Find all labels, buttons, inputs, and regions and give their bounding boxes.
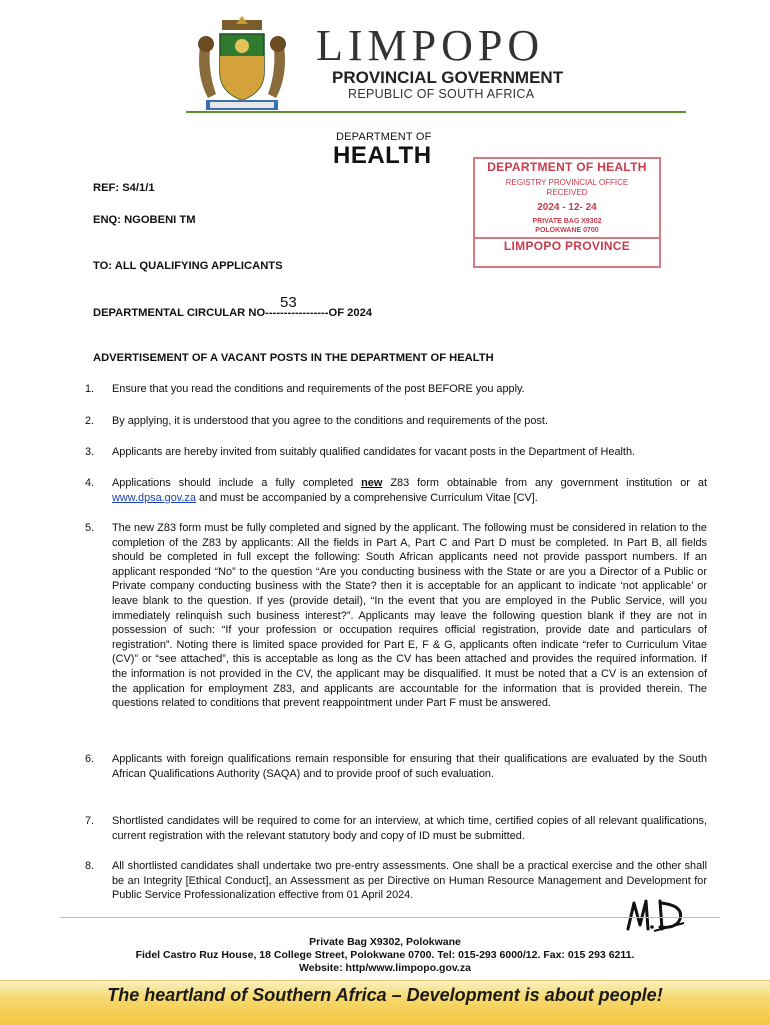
footer-contact: Fidel Castro Ruz House, 18 College Street, Polokwane 0700. Tel: 015-293 6000/12. Fax: 015 293 6211. [135,949,635,961]
coat-of-arms-logo [186,16,298,116]
item-text: Ensure that you read the conditions and requirements of the post BEFORE you apply. [112,383,525,395]
item-number: 2. [85,415,95,427]
circular-number: 53 [280,294,297,311]
enq-line: ENQ: NGOBENI TM [93,214,196,226]
stamp-line1: REGISTRY PROVINCIAL OFFICE [505,178,629,187]
list-item [85,752,707,781]
emphasis-new: new [361,477,383,489]
footer-address: Private Bag X9302, Polokwane [309,936,461,948]
advert-title: ADVERTISEMENT OF A VACANT POSTS IN THE DEPARTMENT OF HEALTH [93,352,494,364]
footer-divider [60,917,720,918]
item-text: Shortlisted candidates will be required to come for an interview, at which time, certified copies of all relevant qualifications, current registration with the relevant statutory body and copy of ID must be submitted. [112,815,707,842]
item-text: By applying, it is understood that you agree to the conditions and requirements of the post. [112,415,548,427]
stamp-addr2: POLOKWANE 0700 [535,227,599,234]
letterhead-divider [186,111,686,113]
item-number: 8. [85,860,95,872]
received-stamp [473,157,661,268]
stamp-addr1: PRIVATE BAG X9302 [532,218,602,225]
stamp-header: DEPARTMENT OF HEALTH [487,160,647,174]
department-name: HEALTH [333,142,432,169]
signature [624,895,688,935]
item-number: 3. [85,446,95,458]
stamp-date: 2024 - 12- 24 [537,202,597,213]
list-item [85,521,707,711]
letterhead-country: REPUBLIC OF SOUTH AFRICA [348,87,535,101]
letterhead-subtitle: PROVINCIAL GOVERNMENT [332,68,564,87]
item-number: 1. [85,383,95,395]
stamp-footer: LIMPOPO PROVINCE [475,237,659,253]
dpsa-link[interactable]: www.dpsa.gov.za [112,491,196,504]
item-text: All shortlisted candidates shall undertake two pre-entry assessments. One shall be a practical exercise and the other shall be an Integrity [Ethical Conduct], an Assessment as per Directive on Human Resource Management and Development for Public Service Professionalization effective from 01 April 2024. [112,860,707,902]
slogan-text: The heartland of Southern Africa – Development is about people! [107,985,663,1005]
item-number: 6. [85,753,95,765]
footer-website: Website: http/www.limpopo.gov.za [299,962,471,974]
ref-line: REF: S4/1/1 [93,182,155,194]
department-label: DEPARTMENT OF [336,131,432,143]
circular-line: DEPARTMENTAL CIRCULAR NO-----------------OF 2024 [93,307,373,319]
list-item [85,445,707,460]
list-item [85,382,707,397]
list-item [85,414,707,429]
stamp-line2: RECEIVED [546,188,588,197]
item-text: Applicants are hereby invited from suitably qualified candidates for vacant posts in the Department of Health. [112,446,636,458]
letterhead-title: LIMPOPO [316,21,545,70]
item-text: Applicants with foreign qualifications remain responsible for ensuring that their qualifications are evaluated by the South African Qualifications Authority (SAQA) and to provide proof of such evaluation. [112,753,707,780]
list-item [85,814,707,843]
to-line: TO: ALL QUALIFYING APPLICANTS [93,260,283,272]
item-number: 4. [85,477,95,489]
item-text: The new Z83 form must be fully completed and signed by the applicant. The following must be considered in relation to the completion of the Z83 by applicants: All the fields in Part A, Part C and Part D must be completed. In Part B, all fields should be completed in full except the following: South African applicants need not provide passport numbers. If an applicant responded “No” to the question “Are you conducting business with the State or are you a Director of a Public or Private company conducting business with the State? then it is acceptable for an applicant to indicate ‘not applicable’ or leave blank to the question. If yes (provide detail), “In the event that you are employed in the Public Service, will you immediately relinquish such business interest?”. Applicants may leave the following question blank if they are not in possession of such: “If your profession or occupation requires official registration, provide date and particulars of registration”. Noting there is limited space provided for Part E, F & G, applicants often indicate “refer to Curriculum Vitae (CV)” or “see attached”, this is acceptable as long as the CV has been attached and provides the required information. If the information is not provided in the CV, the applicant may be disqualified. It must be noted that a CV is an extension of the application for employment Z83, and applicants are accountable for the information that is provided therein. The questions related to conditions that prevent reappointment under Part F must be answered. [112,522,707,710]
list-item [85,476,707,505]
item-number: 5. [85,522,95,534]
item-number: 7. [85,815,95,827]
list-item [85,859,707,903]
item-text: Applications should include a fully completed new Z83 form obtainable from any government institution or at www.dpsa.gov.za and must be accompanied by a comprehensive Curriculum Vitae [CV]. [112,477,708,504]
